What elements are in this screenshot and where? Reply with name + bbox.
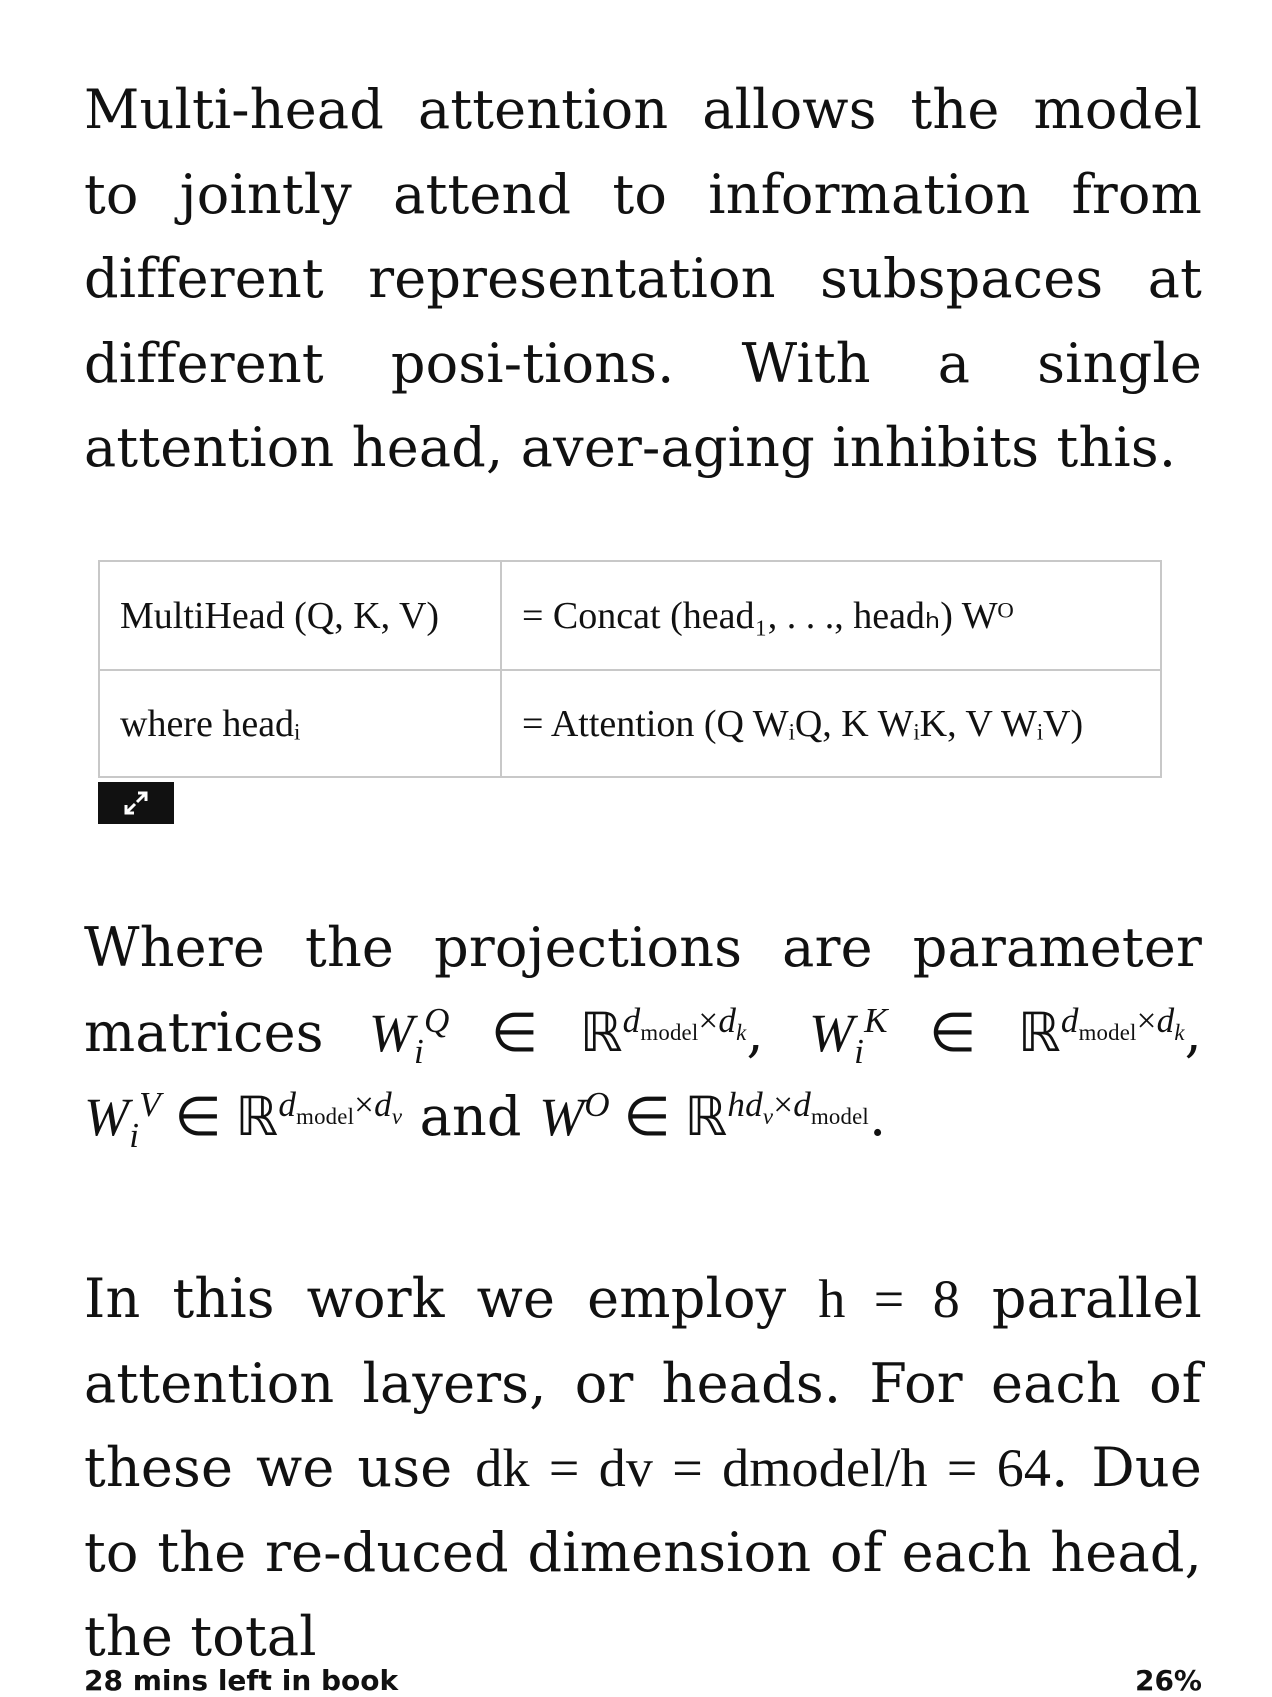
paragraph-projections: Where the projections are parameter matrices $W_i^Q$ ∈ ℝ$^{d_{model}\times d_k}$, $W_i^K$ ∈ ℝ$^{d_{model}\times d_k}$, $W_i^V$ ∈ ℝ$^{d_{model}\times d_v}$ and $W^O$ ∈ ℝ$^{hd_v\times d_{model}}$. bbox=[84, 916, 1203, 1155]
expand-icon bbox=[121, 788, 151, 818]
heads-text-a: In this work we employ bbox=[84, 1267, 787, 1330]
paragraph-multihead-intro: Multi-head attention allows the model to jointly attend to information from different representation subspaces at different posi-tions. With a single attention head, aver-aging inhibits this. bbox=[84, 78, 1202, 479]
equation-lhs: where headᵢ bbox=[99, 670, 501, 777]
projections-text: Where the projections are parameter matrices bbox=[84, 916, 1202, 1064]
equation-table bbox=[98, 560, 1162, 778]
math-h-eq: h = 8 bbox=[818, 1269, 960, 1329]
equation-rhs: = Concat (head₁, . . ., headₕ) Wᴼ bbox=[501, 561, 1161, 670]
math-dk-eq: dk = dv = dmodel/h = 64 bbox=[475, 1438, 1052, 1498]
heads-text-b: parallel attention layers, or heads. For each of these we use bbox=[84, 1267, 1202, 1499]
equation-rhs: = Attention (Q WᵢQ, K WᵢK, V WᵢV) bbox=[501, 670, 1161, 777]
equation-lhs: MultiHead (Q, K, V) bbox=[99, 561, 501, 670]
progress-percent: 26% bbox=[1134, 1664, 1202, 1697]
math-wo: $W^O$ ∈ ℝ$^{hd_v\times d_{model}}$ bbox=[539, 1085, 869, 1147]
heads-text-c: . Due to the re-duced dimension of each head, the total bbox=[84, 1436, 1202, 1668]
equation-row bbox=[99, 670, 1161, 777]
equation-row bbox=[99, 561, 1161, 670]
paragraph-heads bbox=[84, 1257, 1202, 1680]
math-wv: $W_i^V$ ∈ ℝ$^{d_{model}\times d_v}$ bbox=[84, 1085, 403, 1155]
math-wq: $W_i^Q$ ∈ ℝ$^{d_{model}\times d_k}$ bbox=[368, 1000, 747, 1071]
time-left-label: 28 mins left in book bbox=[84, 1664, 399, 1697]
expand-equation-button[interactable] bbox=[98, 782, 174, 824]
math-wk: $W_i^K$ ∈ ℝ$^{d_{model}\times d_k}$ bbox=[808, 1000, 1185, 1071]
and-text: and bbox=[419, 1085, 522, 1148]
